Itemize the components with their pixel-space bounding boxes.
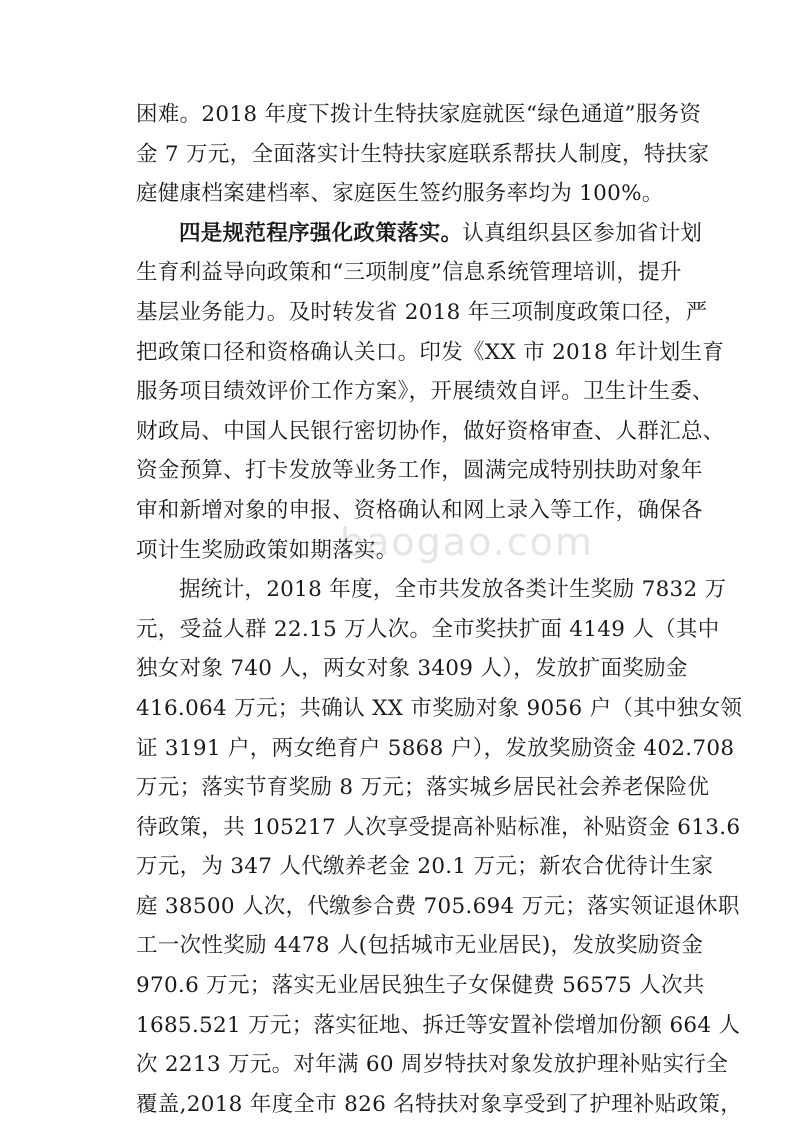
text-line: 据统计，2018 年度，全市共发放各类计生奖励 7832 万: [179, 577, 727, 603]
text-line: 万元；落实节育奖励 8 万元；落实城乡居民社会养老保险优: [136, 775, 710, 801]
text-line: 财政局、中国人民银行密切协作，做好资格审查、人群汇总、: [136, 418, 725, 444]
text-line: 416.064 万元；共确认 XX 市奖励对象 9056 户（其中独女领: [136, 695, 743, 721]
text-line: 工一次性奖励 4478 人(包括城市无业居民)，发放奖励资金: [136, 933, 704, 959]
text-line: 庭 38500 人次，代缴参合费 705.694 万元；落实领证退休职: [136, 893, 740, 919]
text-line: 覆盖,2018 年度全市 826 名特扶对象享受到了护理补贴政策，: [136, 1091, 742, 1117]
text-line: 970.6 万元；落实无业居民独生子女保健费 56575 人次共: [136, 973, 705, 999]
text-line: 证 3191 户，两女绝育户 5868 户），发放奖励资金 402.708: [136, 735, 735, 761]
text-line: 次 2213 万元。对年满 60 周岁特扶对象发放护理补贴实行全: [136, 1052, 729, 1078]
text-line: 审和新增对象的申报、资格确认和网上录入等工作，确保各: [136, 497, 703, 523]
watermark: baogao.com: [340, 520, 594, 564]
text-line: 把政策口径和资格确认关口。印发《XX 市 2018 年计划生育: [136, 339, 725, 365]
text-line: 资金预算、打卡发放等业务工作，圆满完成特别扶助对象年: [136, 458, 703, 484]
text-line: 困难。2018 年度下拨计生特扶家庭就医“绿色通道”服务资: [136, 102, 702, 127]
text-line: 服务项目绩效评价工作方案》，开展绩效自评。卫生计生委、: [136, 379, 714, 405]
section-heading: 四是规范程序强化政策落实。: [179, 220, 463, 246]
text-line: 项计生奖励政策如期落实。: [136, 537, 398, 563]
text-line: 生育利益导向政策和“三项制度”信息系统管理培训，提升: [136, 260, 682, 286]
text-line: 1685.521 万元；落实征地、拆迁等安置补偿增加份额 664 人: [136, 1012, 741, 1038]
text-line: 基层业务能力。及时转发省 2018 年三项制度政策口径，严: [136, 299, 708, 325]
text-line: 金 7 万元，全面落实计生特扶家庭联系帮扶人制度，特扶家: [136, 141, 710, 167]
text-line: 庭健康档案建档率、家庭医生签约服务率均为 100%。: [136, 181, 664, 207]
text-line: 独女对象 740 人，两女对象 3409 人），发放扩面奖励金: [136, 656, 688, 682]
text-line: 元，受益人群 22.15 万人次。全市奖扶扩面 4149 人（其中: [136, 616, 720, 642]
text-line: 万元，为 347 人代缴养老金 20.1 万元；新农合优待计生家: [136, 854, 714, 880]
body-text: [136, 102, 743, 1131]
text-line: 四是规范程序强化政策落实。认真组织县区参加省计划: [179, 220, 703, 246]
text-line: 待政策，共 105217 人次享受提高补贴标准，补贴资金 613.6: [136, 814, 741, 840]
